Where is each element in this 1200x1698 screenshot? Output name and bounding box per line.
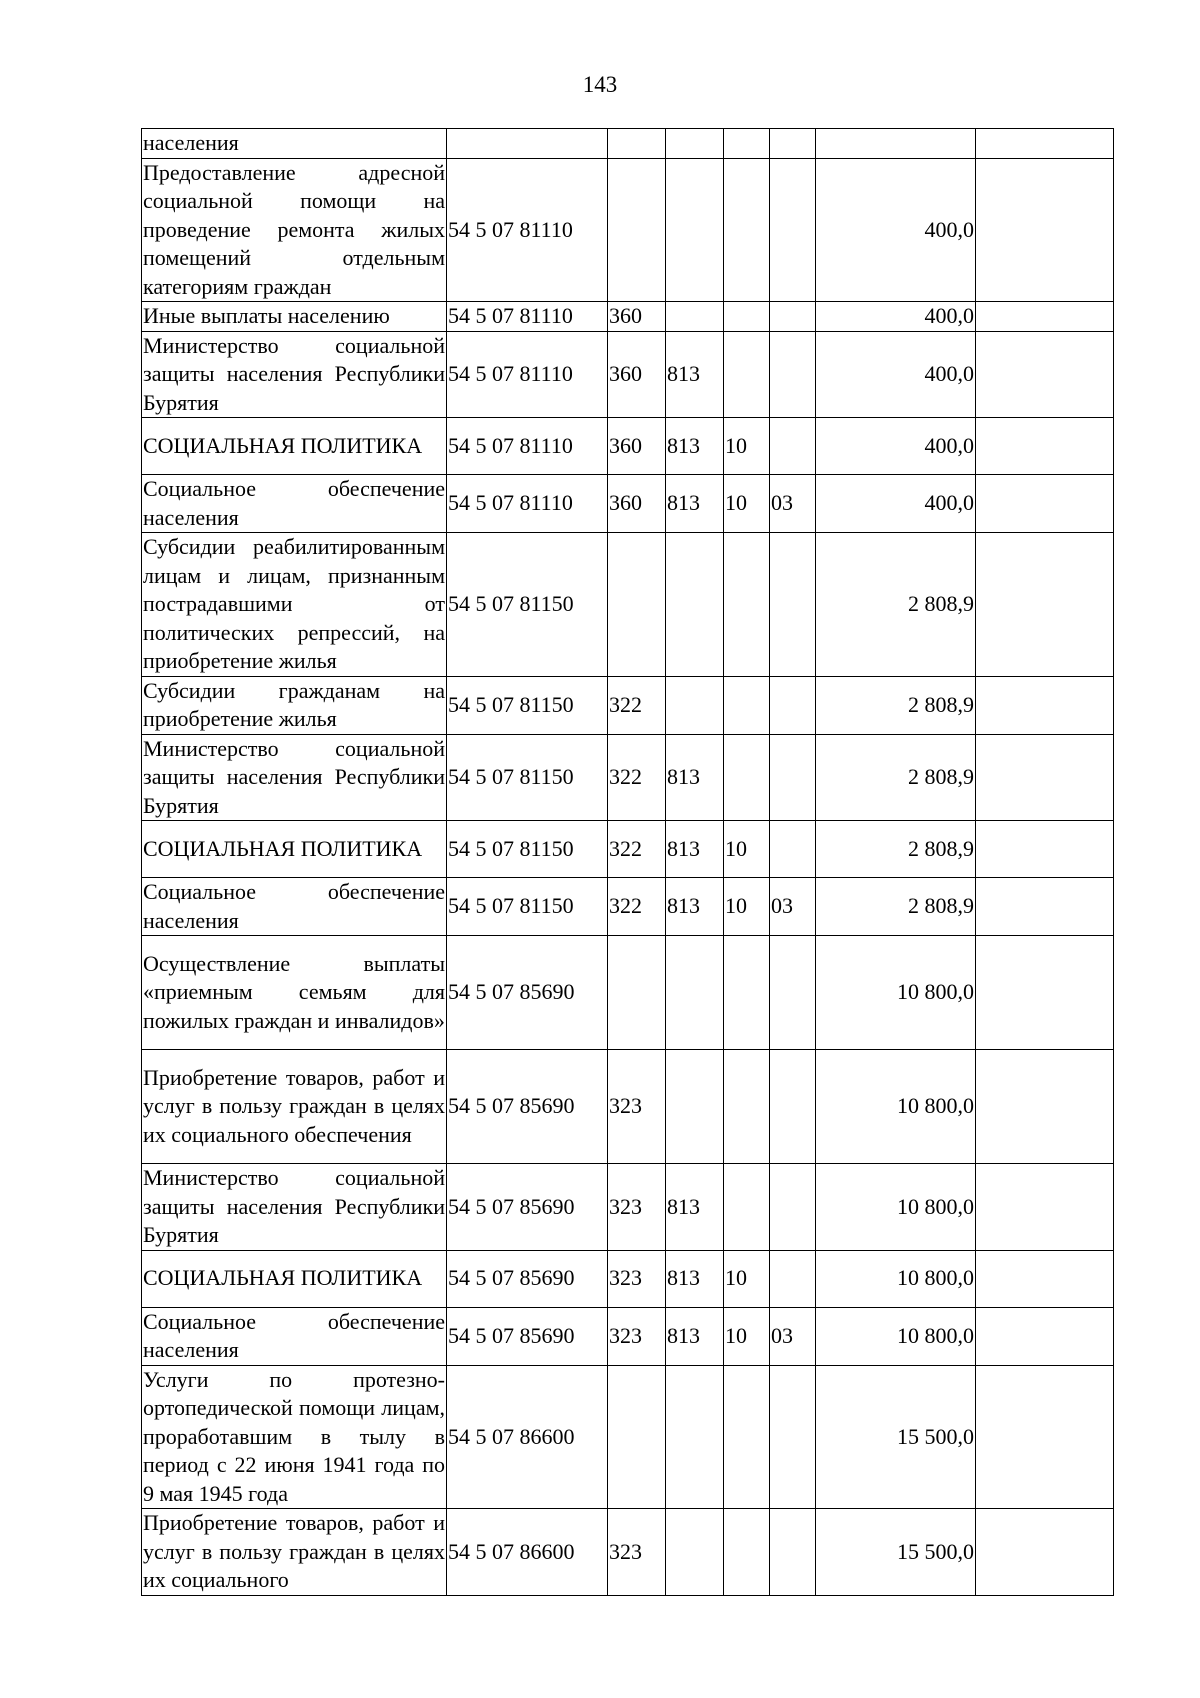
row-extra-cell [976, 1050, 1114, 1164]
row-extra-cell [976, 1164, 1114, 1251]
row-extra-cell [976, 676, 1114, 734]
row-code: 54 5 07 81110 [447, 302, 608, 332]
row-amount: 15 500,0 [816, 1365, 976, 1509]
row-vr: 360 [608, 418, 666, 475]
row-grbs [666, 1050, 724, 1164]
row-extra-cell [976, 1307, 1114, 1365]
row-amount: 400,0 [816, 158, 976, 302]
row-code: 54 5 07 85690 [447, 1250, 608, 1307]
row-code: 54 5 07 86600 [447, 1365, 608, 1509]
row-extra-cell [976, 734, 1114, 821]
row-grbs: 813 [666, 475, 724, 533]
row-extra-cell [976, 878, 1114, 936]
table-row [142, 821, 1114, 878]
row-rz [724, 331, 770, 418]
row-pr [770, 936, 816, 1050]
row-vr: 322 [608, 878, 666, 936]
table-row [142, 533, 1114, 677]
row-name: Социальное обеспечение населения [142, 1307, 447, 1365]
table-row [142, 158, 1114, 302]
row-pr [770, 1509, 816, 1596]
table-row [142, 936, 1114, 1050]
row-code: 54 5 07 81150 [447, 533, 608, 677]
table-row [142, 1365, 1114, 1509]
table-row [142, 734, 1114, 821]
row-code: 54 5 07 81110 [447, 418, 608, 475]
row-vr: 360 [608, 475, 666, 533]
row-vr: 323 [608, 1509, 666, 1596]
row-extra-cell [976, 1365, 1114, 1509]
row-rz: 10 [724, 1307, 770, 1365]
row-extra-cell [976, 475, 1114, 533]
table-row [142, 1250, 1114, 1307]
row-name: Приобретение товаров, работ и услуг в пользу граждан в целях их социального [142, 1509, 447, 1596]
row-grbs [666, 158, 724, 302]
row-pr [770, 1365, 816, 1509]
page-number: 143 [582, 72, 618, 97]
row-rz: 10 [724, 475, 770, 533]
row-rz [724, 1365, 770, 1509]
table-row [142, 331, 1114, 418]
row-vr: 323 [608, 1307, 666, 1365]
row-extra-cell [976, 821, 1114, 878]
row-rz [724, 158, 770, 302]
row-pr [770, 734, 816, 821]
row-name: Министерство социальной защиты населения Республики Бурятия [142, 1164, 447, 1251]
row-vr [608, 129, 666, 159]
row-code: 54 5 07 81150 [447, 734, 608, 821]
row-code: 54 5 07 85690 [447, 1307, 608, 1365]
row-name: СОЦИАЛЬНАЯ ПОЛИТИКА [142, 1250, 447, 1307]
row-pr [770, 1250, 816, 1307]
row-vr: 323 [608, 1050, 666, 1164]
row-pr [770, 1050, 816, 1164]
row-amount: 10 800,0 [816, 1307, 976, 1365]
row-vr [608, 936, 666, 1050]
row-code: 54 5 07 81150 [447, 878, 608, 936]
row-code: 54 5 07 81110 [447, 475, 608, 533]
row-pr: 03 [770, 475, 816, 533]
row-grbs: 813 [666, 1307, 724, 1365]
row-name: СОЦИАЛЬНАЯ ПОЛИТИКА [142, 418, 447, 475]
row-amount: 2 808,9 [816, 533, 976, 677]
row-amount: 2 808,9 [816, 878, 976, 936]
row-code: 54 5 07 81110 [447, 331, 608, 418]
row-vr: 322 [608, 821, 666, 878]
row-vr: 322 [608, 676, 666, 734]
row-vr: 360 [608, 331, 666, 418]
row-grbs [666, 1365, 724, 1509]
row-name: Социальное обеспечение населения [142, 878, 447, 936]
row-amount: 10 800,0 [816, 936, 976, 1050]
table-row [142, 1307, 1114, 1365]
row-vr [608, 533, 666, 677]
row-grbs: 813 [666, 821, 724, 878]
row-extra-cell [976, 331, 1114, 418]
row-amount: 10 800,0 [816, 1164, 976, 1251]
row-extra-cell [976, 936, 1114, 1050]
row-grbs [666, 129, 724, 159]
row-grbs [666, 676, 724, 734]
row-rz: 10 [724, 418, 770, 475]
row-rz [724, 936, 770, 1050]
row-code [447, 129, 608, 159]
row-extra-cell [976, 533, 1114, 677]
row-pr [770, 821, 816, 878]
row-vr: 323 [608, 1164, 666, 1251]
row-rz [724, 734, 770, 821]
row-rz [724, 533, 770, 677]
row-rz [724, 1050, 770, 1164]
table-row [142, 676, 1114, 734]
row-rz [724, 302, 770, 332]
row-extra-cell [976, 129, 1114, 159]
row-amount: 400,0 [816, 302, 976, 332]
row-rz [724, 1509, 770, 1596]
row-name: Субсидии гражданам на приобретение жилья [142, 676, 447, 734]
row-pr [770, 129, 816, 159]
row-vr [608, 158, 666, 302]
row-code: 54 5 07 86600 [447, 1509, 608, 1596]
row-pr: 03 [770, 878, 816, 936]
row-amount: 2 808,9 [816, 676, 976, 734]
row-grbs [666, 1509, 724, 1596]
table-row [142, 1509, 1114, 1596]
row-grbs: 813 [666, 331, 724, 418]
row-rz: 10 [724, 1250, 770, 1307]
row-rz [724, 676, 770, 734]
row-amount: 10 800,0 [816, 1250, 976, 1307]
row-amount: 400,0 [816, 475, 976, 533]
row-grbs: 813 [666, 734, 724, 821]
table-row [142, 475, 1114, 533]
row-pr [770, 533, 816, 677]
row-extra-cell [976, 302, 1114, 332]
row-pr [770, 1164, 816, 1251]
row-pr: 03 [770, 1307, 816, 1365]
row-amount: 2 808,9 [816, 821, 976, 878]
row-code: 54 5 07 85690 [447, 936, 608, 1050]
row-code: 54 5 07 81110 [447, 158, 608, 302]
table-row [142, 129, 1114, 159]
row-amount: 2 808,9 [816, 734, 976, 821]
row-code: 54 5 07 85690 [447, 1050, 608, 1164]
row-grbs: 813 [666, 878, 724, 936]
row-extra-cell [976, 1250, 1114, 1307]
row-name: Субсидии реабилитированным лицам и лицам, признанным пострадавшими от политических репрессий, на приобретение жилья [142, 533, 447, 677]
row-pr [770, 676, 816, 734]
row-name: Осуществление выплаты «приемным семьям для пожилых граждан и инвалидов» [142, 936, 447, 1050]
row-code: 54 5 07 81150 [447, 676, 608, 734]
row-grbs [666, 533, 724, 677]
row-grbs: 813 [666, 418, 724, 475]
budget-table [141, 128, 1114, 1596]
row-vr: 322 [608, 734, 666, 821]
row-extra-cell [976, 1509, 1114, 1596]
row-rz: 10 [724, 878, 770, 936]
row-code: 54 5 07 85690 [447, 1164, 608, 1251]
row-rz [724, 1164, 770, 1251]
table-row [142, 1164, 1114, 1251]
row-name: Иные выплаты населению [142, 302, 447, 332]
row-pr [770, 302, 816, 332]
row-rz: 10 [724, 821, 770, 878]
row-grbs: 813 [666, 1164, 724, 1251]
row-grbs [666, 302, 724, 332]
table-row [142, 1050, 1114, 1164]
row-vr: 360 [608, 302, 666, 332]
row-name: СОЦИАЛЬНАЯ ПОЛИТИКА [142, 821, 447, 878]
table-row [142, 878, 1114, 936]
row-amount: 400,0 [816, 418, 976, 475]
row-name: Услуги по протезно-ортопедической помощи лицам, проработавшим в тылу в период с 22 июня 1941 года по 9 мая 1945 года [142, 1365, 447, 1509]
row-code: 54 5 07 81150 [447, 821, 608, 878]
row-name: Министерство социальной защиты населения Республики Бурятия [142, 734, 447, 821]
row-extra-cell [976, 418, 1114, 475]
row-pr [770, 418, 816, 475]
row-amount: 10 800,0 [816, 1050, 976, 1164]
row-name: Приобретение товаров, работ и услуг в пользу граждан в целях их социального обеспечения [142, 1050, 447, 1164]
row-name: Предоставление адресной социальной помощи на проведение ремонта жилых помещений отдельным категориям граждан [142, 158, 447, 302]
row-pr [770, 331, 816, 418]
row-vr: 323 [608, 1250, 666, 1307]
row-extra-cell [976, 158, 1114, 302]
row-grbs [666, 936, 724, 1050]
row-pr [770, 158, 816, 302]
table-row [142, 302, 1114, 332]
row-name: Социальное обеспечение населения [142, 475, 447, 533]
row-amount [816, 129, 976, 159]
row-amount: 15 500,0 [816, 1509, 976, 1596]
row-name: Министерство социальной защиты населения Республики Бурятия [142, 331, 447, 418]
table-row [142, 418, 1114, 475]
row-vr [608, 1365, 666, 1509]
row-grbs: 813 [666, 1250, 724, 1307]
row-name: населения [142, 129, 447, 159]
row-amount: 400,0 [816, 331, 976, 418]
row-rz [724, 129, 770, 159]
